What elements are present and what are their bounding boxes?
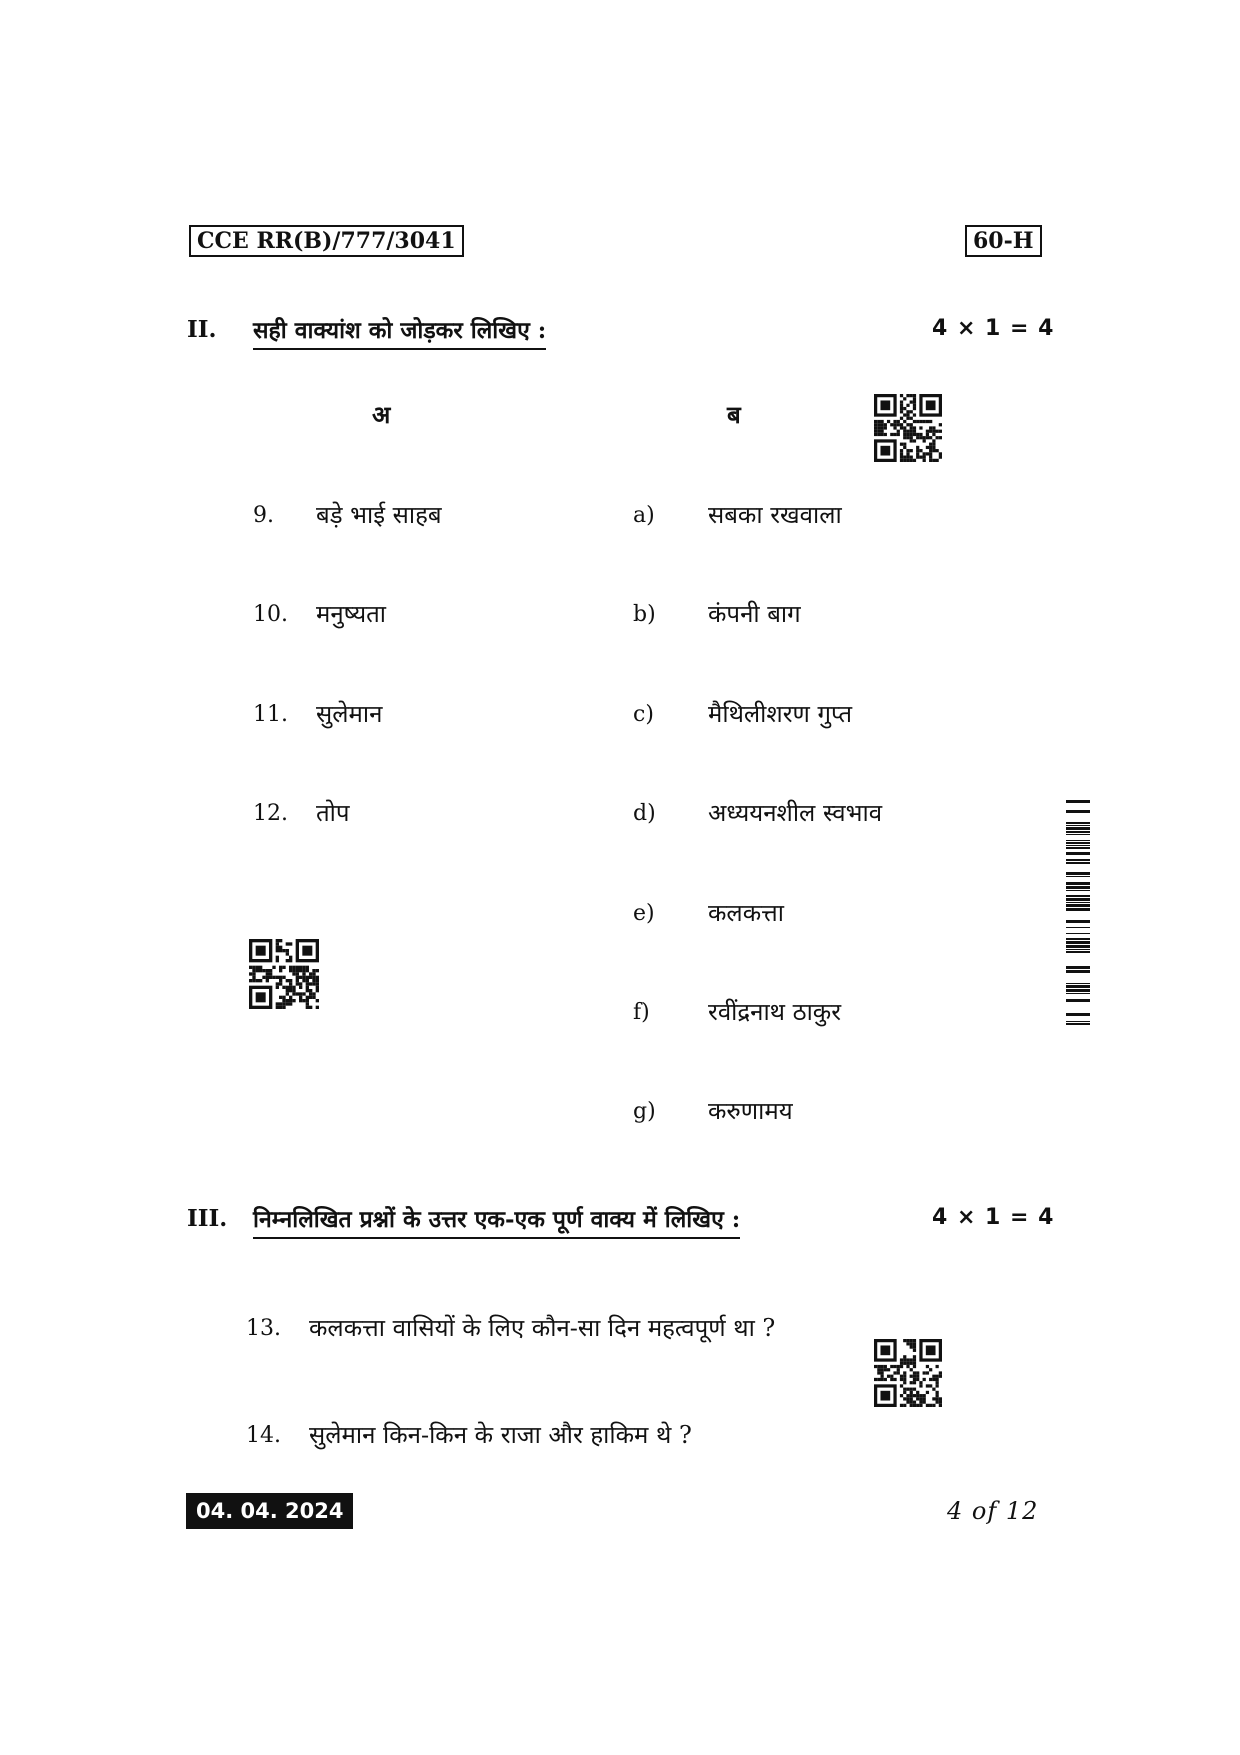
- left-item: सुलेमान: [316, 700, 383, 728]
- left-item: मनुष्यता: [316, 600, 387, 628]
- exam-code: CCE RR(B)/777/3041: [189, 225, 464, 257]
- right-item: रवींद्रनाथ ठाकुर: [708, 998, 842, 1026]
- right-item: कंपनी बाग: [708, 600, 801, 628]
- qr-code-icon: [874, 394, 942, 462]
- section-3-number: III.: [187, 1205, 228, 1232]
- left-item: बड़े भाई साहब: [316, 501, 442, 529]
- question-number: 13.: [246, 1316, 281, 1341]
- section-2-marks: 4 × 1 = 4: [932, 316, 1055, 341]
- qr-code-icon: [249, 939, 319, 1009]
- option-letter: e): [633, 901, 655, 926]
- paper-code: 60-H: [965, 225, 1042, 257]
- option-letter: c): [633, 702, 654, 727]
- item-number: 10.: [253, 602, 288, 627]
- item-number: 11.: [253, 702, 288, 727]
- item-number: 9.: [253, 503, 274, 528]
- right-item: सबका रखवाला: [708, 501, 842, 529]
- column-a-heading: अ: [372, 400, 391, 429]
- section-2-title: सही वाक्यांश को जोड़कर लिखिए :: [253, 313, 546, 350]
- option-letter: g): [633, 1099, 656, 1124]
- section-2-number: II.: [187, 316, 217, 343]
- option-letter: a): [633, 503, 655, 528]
- exam-date: 04. 04. 2024: [186, 1493, 353, 1529]
- column-b-heading: ब: [727, 400, 741, 429]
- option-letter: f): [633, 1000, 650, 1025]
- right-item: करुणामय: [708, 1097, 793, 1125]
- qr-code-icon: [874, 1339, 942, 1407]
- question-text: कलकत्ता वासियों के लिए कौन-सा दिन महत्वपूर्ण था ?: [309, 1314, 776, 1342]
- section-3-title: निम्नलिखित प्रश्नों के उत्तर एक-एक पूर्ण वाक्य में लिखिए :: [253, 1202, 740, 1239]
- item-number: 12.: [253, 801, 288, 826]
- page-number: 4 of 12: [947, 1497, 1039, 1525]
- option-letter: b): [633, 602, 656, 627]
- section-3-marks: 4 × 1 = 4: [932, 1205, 1055, 1230]
- barcode-icon: [1066, 800, 1090, 1026]
- question-number: 14.: [246, 1423, 281, 1448]
- question-text: सुलेमान किन-किन के राजा और हाकिम थे ?: [309, 1421, 692, 1449]
- right-item: अध्ययनशील स्वभाव: [708, 799, 883, 827]
- right-item: कलकत्ता: [708, 899, 784, 927]
- left-item: तोप: [316, 799, 350, 827]
- right-item: मैथिलीशरण गुप्त: [708, 700, 853, 728]
- option-letter: d): [633, 801, 656, 826]
